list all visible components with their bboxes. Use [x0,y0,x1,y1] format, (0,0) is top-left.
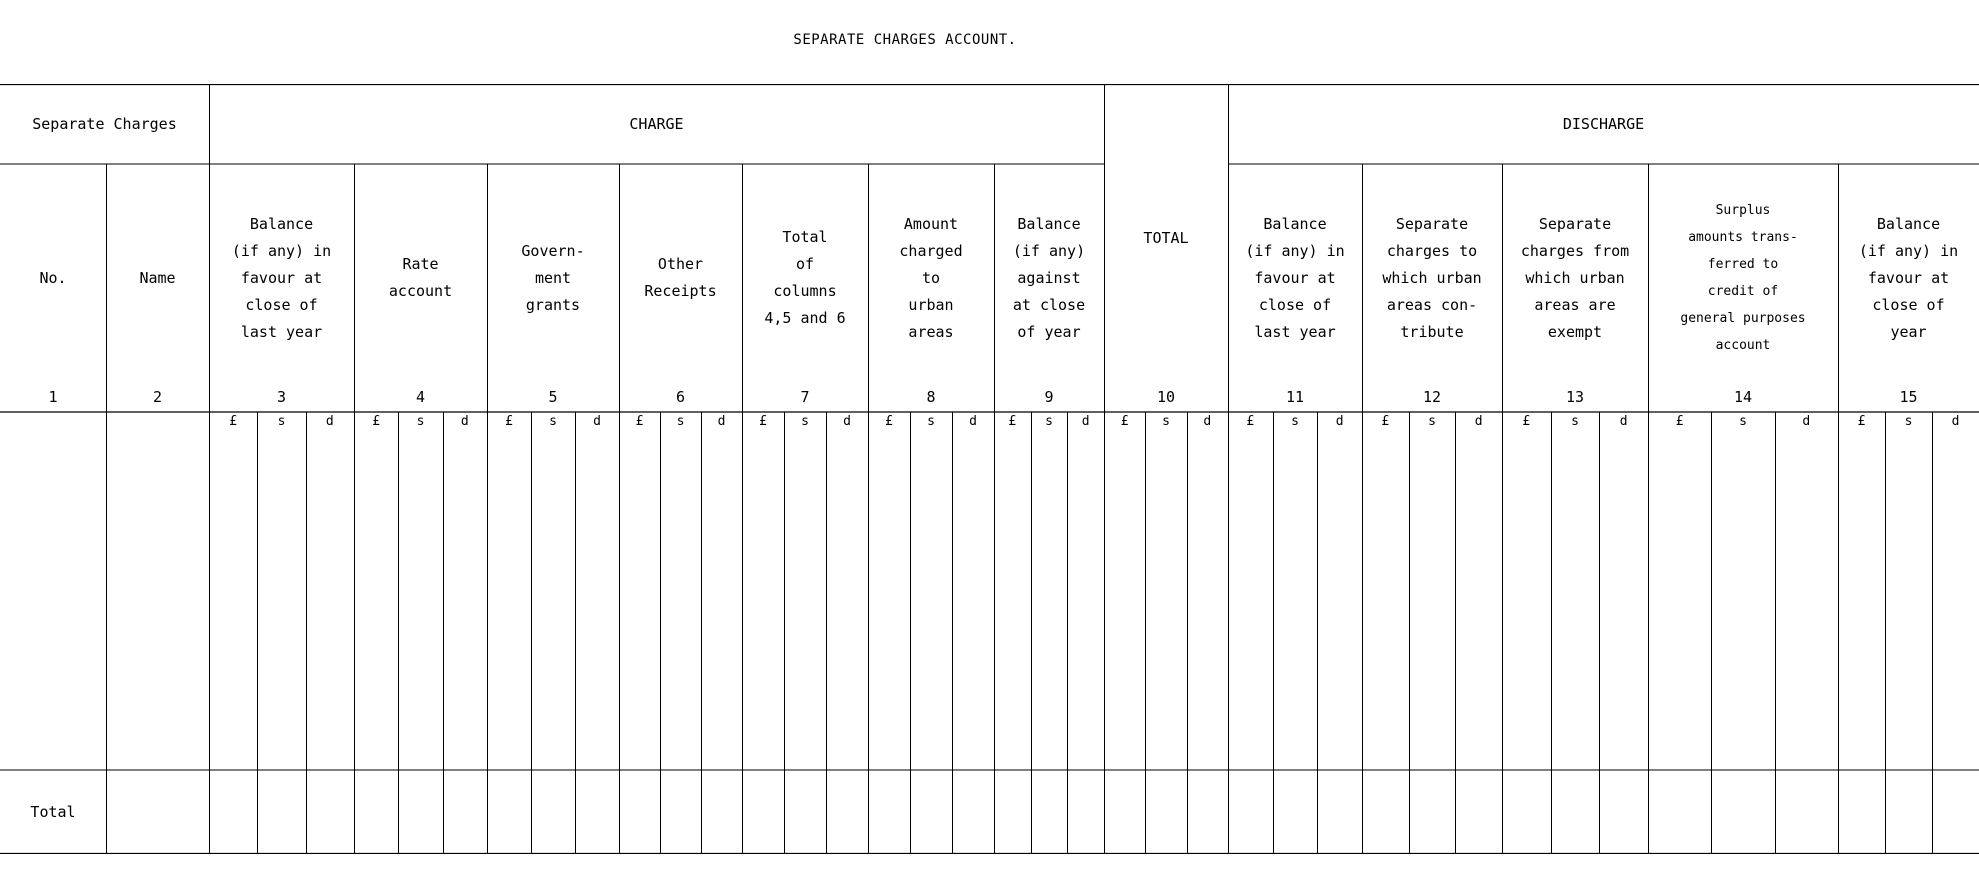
column-header-9: Balance (if any) against at close of year [1012,214,1086,341]
column-number-7: 7 [800,388,810,406]
column-header-13: Separate charges from which urban areas are exempt [1520,214,1630,341]
unit-9-pounds: £ [1008,414,1017,429]
header-separate-charges: Separate Charges [32,114,177,133]
column-header-14: Surplus amounts trans- ferred to credit of general purposes account [1680,203,1806,353]
total-row-label: Total [30,802,76,821]
column-header-2: Name [139,268,176,287]
unit-4-shillings: s [416,414,425,429]
unit-15-pounds: £ [1857,414,1866,429]
unit-13-shillings: s [1571,414,1579,429]
unit-13-pence: d [1619,414,1628,429]
unit-14-shillings: s [1739,414,1747,429]
column-header-10: TOTAL [1143,228,1189,247]
unit-15-shillings: s [1904,414,1913,429]
unit-8-shillings: s [927,414,935,429]
column-number-6: 6 [675,388,686,406]
unit-4-pence: d [460,414,469,429]
unit-12-pounds: £ [1381,414,1390,429]
unit-3-pence: d [325,414,334,429]
column-number-1: 1 [48,388,58,406]
unit-7-pence: d [843,414,851,429]
column-header-7: Total of columns 4,5 and 6 [764,228,846,327]
unit-6-shillings: s [676,414,685,429]
column-header-6: Other Receipts [644,255,717,300]
unit-10-pence: d [1203,414,1212,429]
column-number-4: 4 [415,388,426,406]
column-header-12: Separate charges to which urban areas con- tribute [1382,214,1482,341]
unit-8-pence: d [969,414,977,429]
unit-5-pence: d [593,414,601,429]
column-number-13: 13 [1565,388,1585,406]
unit-3-shillings: s [277,414,286,429]
separate-charges-ledger [0,84,1979,854]
column-number-10: 10 [1156,388,1176,406]
column-number-2: 2 [152,388,163,406]
unit-11-pounds: £ [1246,414,1255,429]
unit-11-shillings: s [1291,414,1299,429]
column-number-11: 11 [1285,388,1305,406]
column-header-4: Rate account [388,255,453,300]
column-number-14: 14 [1733,388,1753,406]
unit-9-pence: d [1081,414,1090,429]
unit-10-pounds: £ [1120,414,1129,429]
unit-10-shillings: s [1162,414,1170,429]
unit-14-pence: d [1802,414,1811,429]
column-number-5: 5 [548,388,558,406]
header-charge: CHARGE [629,114,684,133]
unit-5-pounds: £ [505,414,513,429]
unit-14-pounds: £ [1675,414,1684,429]
unit-5-shillings: s [549,414,557,429]
unit-12-pence: d [1474,414,1483,429]
unit-7-shillings: s [801,414,809,429]
column-header-1: No. [39,268,67,287]
unit-12-shillings: s [1428,414,1436,429]
column-header-15: Balance (if any) in favour at close of year [1858,214,1959,341]
column-number-9: 9 [1044,388,1054,406]
column-number-3: 3 [276,388,287,406]
unit-9-shillings: s [1045,414,1053,429]
column-header-3: Balance (if any) in favour at close of last year [231,214,332,341]
column-number-8: 8 [926,388,936,406]
unit-8-pounds: £ [885,414,893,429]
unit-15-pence: d [1951,414,1960,429]
column-header-11: Balance (if any) in favour at close of last year [1245,214,1345,341]
unit-13-pounds: £ [1522,414,1531,429]
unit-4-pounds: £ [372,414,381,429]
unit-11-pence: d [1335,414,1344,429]
column-header-5: Govern- ment grants [521,241,585,314]
column-header-8: Amount charged to urban areas [899,214,963,341]
page-title: SEPARATE CHARGES ACCOUNT. [793,32,1017,48]
column-number-12: 12 [1422,388,1442,406]
header-discharge: DISCHARGE [1562,114,1645,133]
column-number-15: 15 [1899,388,1918,406]
unit-6-pence: d [717,414,726,429]
unit-7-pounds: £ [759,414,767,429]
unit-3-pounds: £ [229,414,238,429]
unit-6-pounds: £ [635,414,644,429]
